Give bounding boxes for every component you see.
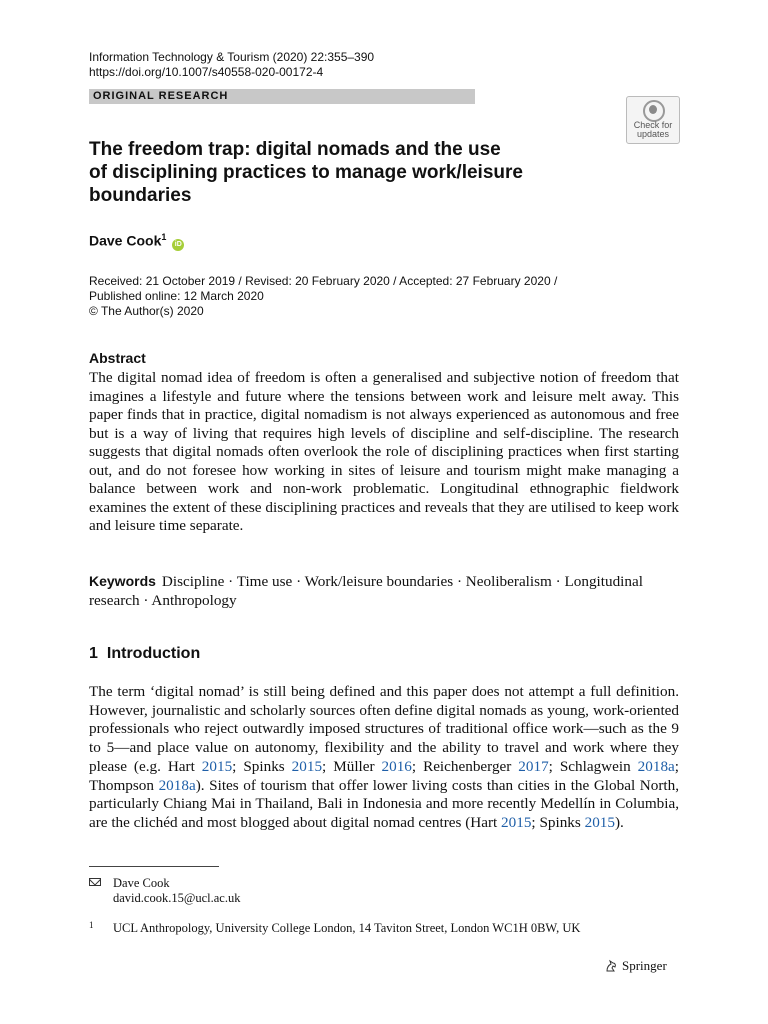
springer-horse-icon bbox=[604, 959, 618, 973]
author-line bbox=[89, 232, 184, 251]
citation-link[interactable]: 2016 bbox=[381, 757, 412, 775]
citation-link[interactable]: 2015 bbox=[584, 813, 615, 831]
article-type-banner bbox=[89, 89, 475, 104]
keywords-label: Keywords bbox=[89, 573, 156, 589]
citation-link[interactable]: 2015 bbox=[201, 757, 233, 775]
doi-link[interactable]: https://doi.org/10.1007/s40558-020-00172-4 bbox=[89, 65, 324, 79]
affiliation-text: UCL Anthropology, University College London, 14 Taviton Street, London WC1H 0BW, UK bbox=[113, 921, 581, 935]
published-date: Published online: 12 March 2020 bbox=[89, 289, 264, 303]
footnote-divider bbox=[89, 866, 219, 867]
corresponding-author-name: Dave Cook bbox=[113, 876, 170, 890]
publisher-name: Springer bbox=[622, 958, 667, 973]
received-dates: Received: 21 October 2019 / Revised: 20 February 2020 / Accepted: 27 February 2020 / bbox=[89, 274, 558, 288]
abstract-heading: Abstract bbox=[89, 350, 146, 366]
check-updates-icon bbox=[643, 100, 665, 122]
citation-link[interactable]: 2015 bbox=[291, 757, 323, 775]
citation-link[interactable]: 2018a bbox=[158, 776, 196, 794]
corresponding-author-email[interactable]: david.cook.15@ucl.ac.uk bbox=[113, 891, 241, 905]
section-heading-introduction bbox=[89, 645, 200, 663]
citation-link[interactable]: 2017 bbox=[518, 757, 549, 775]
introduction-paragraph: The term ‘digital nomad’ is still being defined and this paper does not attempt a full definition. However, journalistic and scholarly sources often define digital nomads as young, work-oriented professionals who reject outwardly imposed structures of traditional office work—such as the 9 to 5—and place value on autonomy, flexibility and the ability to travel and work where they please (e.g. Hart 2015; Spinks 2015; Müller 2016; Reichenberger 2017; Schlagwein 2018a; Thompson 2018a). Sites of tourism that offer lower living costs than cities in the Global North, particularly Chiang Mai in Thailand, Bali in Indonesia and more recently Medellín in Columbia, are the clichéd and most blogged about digital nomad centres (Hart 2015; Spinks 2015). bbox=[89, 683, 680, 831]
affiliation-number: 1 bbox=[89, 920, 94, 930]
section-title: Introduction bbox=[106, 645, 201, 662]
article-type-label: ORIGINAL RESEARCH bbox=[93, 90, 229, 102]
section-number: 1 bbox=[89, 645, 98, 662]
keywords bbox=[89, 572, 679, 610]
abstract-text: The digital nomad idea of freedom is often a generalised and subjective notion of freedom that imagines a lifestyle and future where the tensions between work and leisure melt away. This paper finds that in practice, digital nomadism is not always experienced as autonomous and free but is a way of living that requires high levels of discipline and self-discipline. The research suggests that digital nomads often overlook the role of disciplining practices when first starting out, and do not foresee how working in sites of leisure and tourism might make managing a balance between work and non-work problematic. Longitudinal ethnographic fieldwork examines the extent of these disciplining practices and reveals that they are utilised to keep work and leisure time separate. bbox=[89, 369, 679, 534]
citation-link[interactable]: 2015 bbox=[501, 813, 532, 831]
publisher-logo bbox=[604, 958, 667, 974]
keywords-list: Discipline · Time use · Work/leisure boundaries · Neoliberalism · Longitudinal research · Anthropology bbox=[89, 573, 643, 609]
journal-citation: Information Technology & Tourism (2020) 22:355–390 bbox=[89, 50, 375, 64]
check-updates-label: Check for updates bbox=[633, 120, 673, 139]
article-title: The freedom trap: digital nomads and the use of disciplining practices to manage work/leisure boundaries bbox=[89, 139, 523, 206]
orcid-icon[interactable]: iD bbox=[172, 239, 184, 251]
affiliation-mark[interactable]: 1 bbox=[161, 232, 167, 242]
check-for-updates-button[interactable] bbox=[626, 96, 680, 144]
citation-link[interactable]: 2018a bbox=[637, 757, 675, 775]
author-name[interactable]: Dave Cook bbox=[89, 232, 162, 249]
envelope-icon bbox=[89, 878, 101, 886]
copyright-notice: © The Author(s) 2020 bbox=[89, 304, 204, 318]
